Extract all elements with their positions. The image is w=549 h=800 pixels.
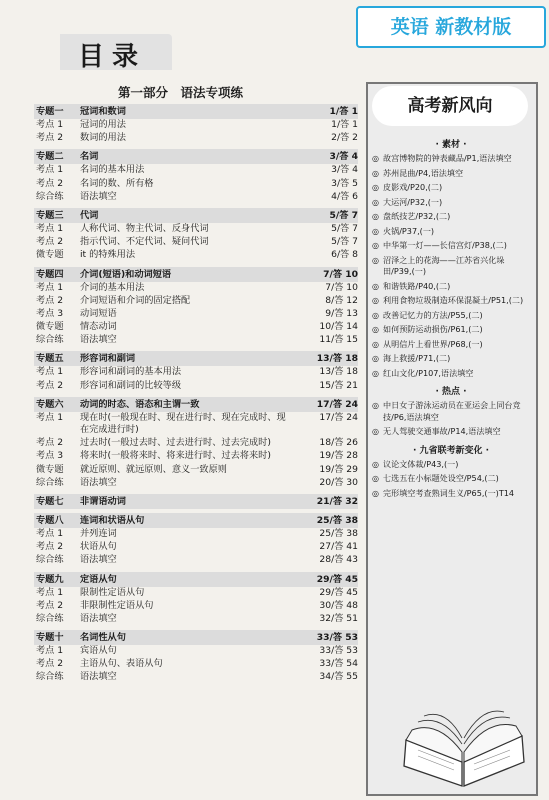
toc-title: 现在时(一般现在时、现在进行时、现在完成时、现在完成进行时) <box>80 411 286 435</box>
toc-title: 语法填空 <box>80 671 117 683</box>
toc-label: 专题二 <box>36 151 64 163</box>
page-title: 目录 <box>78 42 147 72</box>
toc-row <box>34 464 358 477</box>
toc-row <box>34 178 358 191</box>
toc-title: 指示代词、不定代词、疑问代词 <box>80 236 209 248</box>
toc-row <box>34 249 358 262</box>
toc-row <box>34 334 358 347</box>
toc-label: 微专题 <box>36 321 64 333</box>
sidebar-item: ◎ 七选五在小标题处设空/P54,(二) <box>372 473 530 485</box>
sidebar-item: ◎ 和谐铁路/P40,(二) <box>372 281 530 293</box>
toc-label: 综合练 <box>36 671 64 683</box>
toc-page: 3/答 4 <box>331 164 358 176</box>
toc-title: 过去时(一般过去时、过去进行时、过去完成时) <box>80 437 271 449</box>
toc-page: 34/答 55 <box>319 671 358 683</box>
toc-row <box>34 437 358 450</box>
toc-label: 考点 1 <box>36 645 64 657</box>
sidebar-item: ◎ 如何预防运动损伤/P61,(二) <box>372 324 530 336</box>
toc-page: 13/答 18 <box>316 353 358 365</box>
sidebar-item: ◎ 沼泽之上的花海——江苏省兴化垛田/P39,(一) <box>372 255 530 278</box>
sidebar-section-heading: · 九省联考新变化 · <box>412 445 490 456</box>
toc-page: 2/答 2 <box>331 132 358 144</box>
toc-label: 考点 2 <box>36 294 64 306</box>
sidebar-item: ◎ 中华第一灯——长信宫灯/P38,(二) <box>372 240 530 252</box>
toc-row <box>34 477 358 490</box>
toc-label: 考点 2 <box>36 541 64 553</box>
toc-page: 18/答 26 <box>319 437 358 449</box>
toc-label: 专题十 <box>36 632 64 644</box>
toc-page: 20/答 30 <box>319 476 358 488</box>
sidebar-section-heading: · 热点 · <box>435 387 467 397</box>
toc-row <box>34 321 358 334</box>
toc-title: it 的特殊用法 <box>80 249 136 261</box>
toc-title: 并列连词 <box>80 527 117 539</box>
toc-page: 25/答 38 <box>316 514 358 526</box>
toc-row <box>34 450 358 463</box>
toc-page: 27/答 41 <box>319 541 358 553</box>
toc-row <box>34 613 358 626</box>
sidebar-item: ◎ 苏州昆曲/P4,语法填空 <box>372 168 530 180</box>
toc-label: 考点 3 <box>36 450 64 462</box>
toc-title: 宾语从句 <box>80 645 117 657</box>
toc-label: 专题七 <box>36 495 64 507</box>
toc-page: 1/答 1 <box>329 106 358 117</box>
toc-title: 介词的基本用法 <box>80 281 145 293</box>
toc-row <box>34 658 358 671</box>
toc-label: 综合练 <box>36 190 64 202</box>
toc-title: 代词 <box>80 209 99 221</box>
toc-label: 考点 2 <box>36 599 64 611</box>
toc-page: 6/答 8 <box>331 249 358 261</box>
toc-label: 专题六 <box>36 398 64 410</box>
toc-title: 冠词的用法 <box>80 119 126 130</box>
toc-row <box>34 308 358 321</box>
toc-row <box>34 366 358 379</box>
toc-page: 19/答 29 <box>319 463 358 475</box>
toc-topic-row <box>34 513 358 528</box>
toc-row <box>34 541 358 554</box>
open-book-icon <box>398 700 530 790</box>
toc-row <box>34 528 358 541</box>
toc-page: 29/答 45 <box>319 586 358 598</box>
toc-row <box>34 600 358 613</box>
toc-label: 综合练 <box>36 554 64 566</box>
toc-title: 介词短语和介词的固定搭配 <box>80 294 191 306</box>
toc-label: 微专题 <box>36 463 64 475</box>
sidebar-section-heading: · 素材 · <box>435 140 467 150</box>
toc-title: 动词的时态、语态和主谓一致 <box>80 398 200 410</box>
toc-label: 考点 1 <box>36 164 64 176</box>
toc-label: 考点 2 <box>36 236 64 248</box>
toc-row <box>34 119 358 132</box>
sidebar-item: ◎ 盘纸技艺/P32,(二) <box>372 211 530 223</box>
toc-label: 考点 2 <box>36 177 64 189</box>
toc-page: 5/答 7 <box>329 209 358 221</box>
toc-label: 考点 1 <box>36 119 64 130</box>
toc-label: 考点 2 <box>36 132 64 144</box>
toc-row <box>34 236 358 249</box>
toc-label: 综合练 <box>36 612 64 624</box>
sidebar-item: ◎ 利用食物垃圾制造环保混凝土/P51,(二) <box>372 295 530 307</box>
toc-title: 人称代词、物主代词、反身代词 <box>80 222 209 234</box>
sidebar-item: ◎ 皮影戏/P20,(二) <box>372 182 530 194</box>
toc-title: 名词 <box>80 151 99 163</box>
toc-title: 名词的基本用法 <box>80 164 145 176</box>
toc-title: 语法填空 <box>80 554 117 566</box>
toc-page: 33/答 53 <box>316 632 358 644</box>
toc-page: 19/答 28 <box>319 450 358 462</box>
toc-title: 名词性从句 <box>80 632 126 644</box>
toc-label: 专题一 <box>36 106 64 117</box>
toc-label: 专题八 <box>36 514 64 526</box>
toc-label: 考点 1 <box>36 366 64 378</box>
toc-title: 将来时(一般将来时、将来进行时、过去将来时) <box>80 450 271 462</box>
toc-label: 微专题 <box>36 249 64 261</box>
toc-row <box>34 132 358 145</box>
toc-page: 17/答 24 <box>316 398 358 410</box>
toc-page: 8/答 12 <box>325 294 358 306</box>
toc-label: 考点 1 <box>36 281 64 293</box>
toc-row <box>34 223 358 236</box>
toc-label: 专题九 <box>36 573 64 585</box>
toc-title: 非限制性定语从句 <box>80 599 154 611</box>
toc-title: 形容词和副词的基本用法 <box>80 366 182 378</box>
toc-title: 动词短语 <box>80 307 117 319</box>
toc-row <box>34 164 358 177</box>
toc-topic-row <box>34 208 358 223</box>
toc-page: 3/答 4 <box>329 151 358 163</box>
toc-page: 4/答 6 <box>331 190 358 202</box>
toc-page: 11/答 15 <box>319 334 358 346</box>
sidebar-item: ◎ 故宫博物院的钟表藏品/P1,语法填空 <box>372 153 530 165</box>
toc-topic-row <box>34 149 358 164</box>
sidebar-item: ◎ 议论文体裁/P43,(一) <box>372 459 530 471</box>
toc-topic-row <box>34 494 358 509</box>
toc-label: 专题四 <box>36 268 64 280</box>
toc-page: 21/答 32 <box>316 495 358 507</box>
toc-row <box>34 191 358 204</box>
toc-topic-row <box>34 351 358 366</box>
sidebar-item: ◎ 红山文化/P107,语法填空 <box>372 368 530 380</box>
toc-row <box>34 645 358 658</box>
toc-label: 考点 2 <box>36 437 64 449</box>
toc-title: 冠词和数词 <box>80 106 126 117</box>
toc-page: 15/答 21 <box>319 379 358 391</box>
toc-label: 考点 1 <box>36 411 64 423</box>
part-heading: 第一部分 语法专项练 <box>118 85 244 100</box>
toc-title: 情态动词 <box>80 321 117 333</box>
toc-label: 考点 1 <box>36 222 64 234</box>
toc-title: 状语从句 <box>80 541 117 553</box>
sidebar-item: ◎ 中日女子游泳运动员在亚运会上同台竞技/P6,语法填空 <box>372 400 530 423</box>
toc-page: 33/答 54 <box>319 658 358 670</box>
toc-topic-row <box>34 572 358 587</box>
toc-topic-row <box>34 630 358 645</box>
toc-title: 语法填空 <box>80 334 117 346</box>
toc-page: 25/答 38 <box>319 527 358 539</box>
sidebar-item: ◎ 大运河/P32,(一) <box>372 197 530 209</box>
toc-page: 33/答 53 <box>319 645 358 657</box>
toc-label: 综合练 <box>36 334 64 346</box>
sidebar-item: ◎ 火锅/P37,(一) <box>372 226 530 238</box>
sidebar-item: ◎ 完形填空考查熟词生义/P65,(一)T14 <box>372 488 530 500</box>
toc-title: 介词(短语)和动词短语 <box>80 268 172 280</box>
toc-title: 非谓语动词 <box>80 495 126 507</box>
toc-topic-row <box>34 267 358 282</box>
toc-title: 主语从句、表语从句 <box>80 658 163 670</box>
toc-page: 3/答 5 <box>331 177 358 189</box>
sidebar-title: 高考新风向 <box>372 86 528 126</box>
toc-page: 5/答 7 <box>331 236 358 248</box>
toc-title: 形容词和副词 <box>80 353 136 365</box>
toc-page: 30/答 48 <box>319 599 358 611</box>
sidebar-item: ◎ 无人驾驶交通事故/P14,语法填空 <box>372 426 530 438</box>
toc-title: 数词的用法 <box>80 132 126 144</box>
toc-label: 考点 1 <box>36 527 64 539</box>
toc-row <box>34 587 358 600</box>
toc-page: 10/答 14 <box>319 321 358 333</box>
sidebar-item: ◎ 从明信片上看世界/P68,(一) <box>372 339 530 351</box>
toc-page: 9/答 13 <box>325 307 358 319</box>
toc-label: 考点 2 <box>36 379 64 391</box>
toc-title: 名词的数、所有格 <box>80 177 154 189</box>
toc-title: 就近原则、就远原则、意义一致原则 <box>80 463 227 475</box>
toc-row <box>34 412 358 437</box>
toc-label: 专题五 <box>36 353 64 365</box>
toc-title: 连词和状语从句 <box>80 514 145 526</box>
toc-page: 7/答 10 <box>323 268 358 280</box>
toc-label: 综合练 <box>36 476 64 488</box>
toc-page: 17/答 24 <box>319 411 358 423</box>
toc-title: 形容词和副词的比较等级 <box>80 379 182 391</box>
toc-label: 考点 1 <box>36 586 64 598</box>
toc-label: 考点 2 <box>36 658 64 670</box>
toc-page: 28/答 43 <box>319 554 358 566</box>
toc-row <box>34 295 358 308</box>
toc-topic-row <box>34 104 358 119</box>
toc-title: 定语从句 <box>80 573 117 585</box>
toc-row <box>34 671 358 684</box>
sidebar-list <box>372 132 530 502</box>
sidebar-item: ◎ 改善记忆力的方法/P55,(二) <box>372 310 530 322</box>
toc-row <box>34 282 358 295</box>
sidebar-item: ◎ 海上救援/P71,(二) <box>372 353 530 365</box>
toc-title: 语法填空 <box>80 190 117 202</box>
toc-title: 语法填空 <box>80 476 117 488</box>
toc-topic-row <box>34 397 358 412</box>
toc-page: 29/答 45 <box>316 573 358 585</box>
toc-page: 5/答 7 <box>331 222 358 234</box>
toc-row <box>34 380 358 393</box>
toc-title: 语法填空 <box>80 612 117 624</box>
toc-page: 7/答 10 <box>325 281 358 293</box>
table-of-contents <box>34 100 358 685</box>
toc-label: 专题三 <box>36 209 64 221</box>
toc-title: 限制性定语从句 <box>80 586 145 598</box>
edition-badge: 英语 新教材版 <box>356 6 546 48</box>
toc-row <box>34 554 358 567</box>
toc-page: 13/答 18 <box>319 366 358 378</box>
toc-label: 考点 3 <box>36 307 64 319</box>
toc-page: 1/答 1 <box>331 119 358 130</box>
toc-page: 32/答 51 <box>319 612 358 624</box>
